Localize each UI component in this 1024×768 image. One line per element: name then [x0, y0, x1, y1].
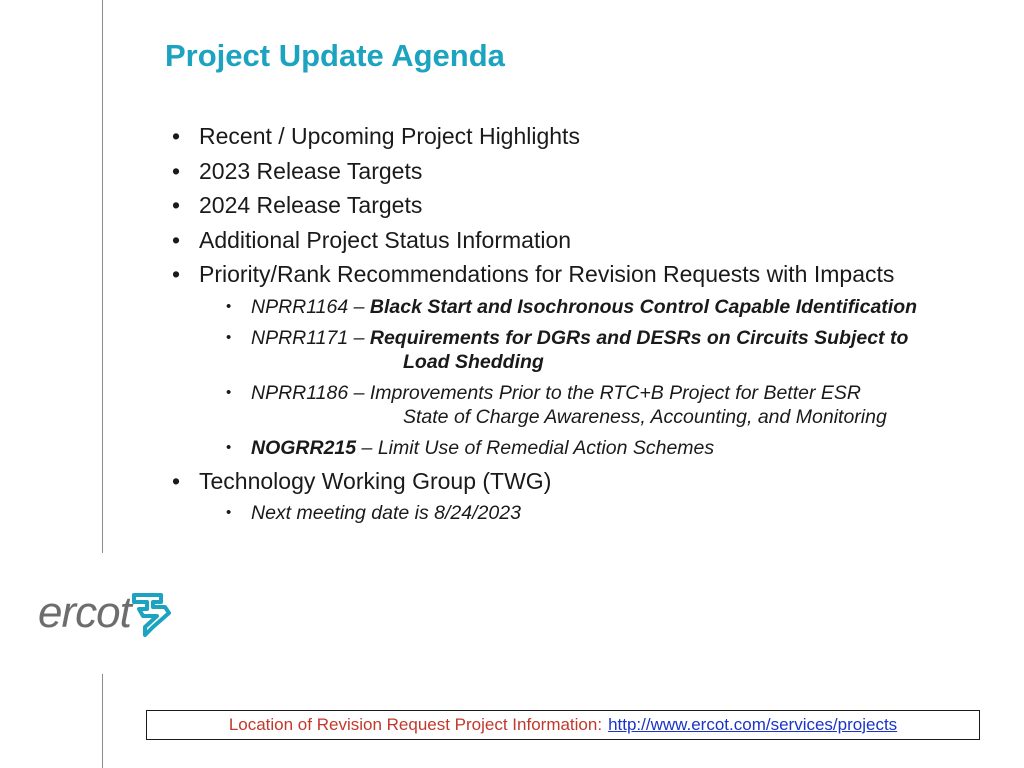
- agenda-item-priority-rank: [172, 260, 992, 289]
- ercot-logo: [38, 588, 171, 638]
- footer-label: Location of Revision Request Project Information:: [228, 715, 603, 734]
- projects-link[interactable]: http://www.ercot.com/services/projects: [608, 715, 898, 734]
- sub-item-nprr1186: [226, 381, 992, 429]
- sub-item-nprr1171: [226, 326, 992, 374]
- ercot-wordmark: ercot: [38, 588, 131, 637]
- revision-request-id: NPRR1171: [251, 326, 349, 349]
- agenda-item-2023-targets: [172, 157, 992, 186]
- revision-request-id: NPRR1164: [251, 295, 349, 318]
- separator: –: [348, 381, 370, 404]
- revision-request-title: Requirements for DGRs and DESRs on Circuits Subject to: [369, 326, 909, 349]
- footer-info-box: [146, 710, 980, 740]
- revision-request-id: NPRR1186: [251, 381, 349, 404]
- meeting-date-text: Next meeting date is 8/24/2023: [251, 502, 521, 524]
- sub-item-nprr1164: [226, 295, 992, 319]
- agenda-item-label: Recent / Upcoming Project Highlights: [199, 123, 580, 149]
- bullet: •: [226, 328, 232, 346]
- revision-request-title-continued: Load Shedding: [403, 350, 544, 373]
- slide-title: Project Update Agenda: [165, 38, 505, 73]
- sub-item-twg-meeting: [226, 501, 992, 525]
- agenda-item-2024-targets: [172, 191, 992, 220]
- revision-request-title: Black Start and Isochronous Control Capable Identification: [369, 295, 918, 318]
- revision-request-title-continued: State of Charge Awareness, Accounting, and Monitoring: [403, 405, 887, 428]
- revision-request-title: Improvements Prior to the RTC+B Project for Better ESR: [369, 381, 861, 404]
- left-divider-line-bottom: [102, 674, 103, 768]
- left-divider-line-top: [102, 0, 103, 553]
- bullet: •: [172, 123, 181, 149]
- bullet: •: [172, 157, 181, 184]
- separator: –: [348, 326, 370, 349]
- ercot-texas-flag-icon: [131, 589, 171, 637]
- agenda-item-status-info: [172, 226, 992, 255]
- agenda-list: [172, 122, 992, 532]
- bullet: •: [226, 504, 232, 521]
- bullet: •: [172, 226, 181, 253]
- bullet: •: [172, 192, 181, 218]
- agenda-item-label: Priority/Rank Recommendations for Revision Requests with Impacts: [199, 261, 895, 287]
- bullet: •: [172, 467, 181, 494]
- agenda-item-twg: [172, 467, 992, 496]
- agenda-item-label: 2023 Release Targets: [199, 157, 423, 184]
- bullet: •: [226, 438, 232, 456]
- bullet: •: [226, 297, 232, 315]
- separator: –: [356, 436, 378, 459]
- separator: –: [348, 295, 370, 318]
- bullet: •: [172, 261, 181, 287]
- agenda-item-label: Additional Project Status Information: [199, 226, 572, 253]
- bullet: •: [226, 383, 232, 401]
- revision-request-title: Limit Use of Remedial Action Schemes: [377, 436, 715, 459]
- sub-item-nogrr215: [226, 436, 992, 460]
- agenda-item-label: Technology Working Group (TWG): [199, 467, 552, 494]
- revision-request-id: NOGRR215: [251, 436, 357, 459]
- agenda-item-highlights: [172, 122, 992, 151]
- agenda-item-label: 2024 Release Targets: [199, 192, 423, 218]
